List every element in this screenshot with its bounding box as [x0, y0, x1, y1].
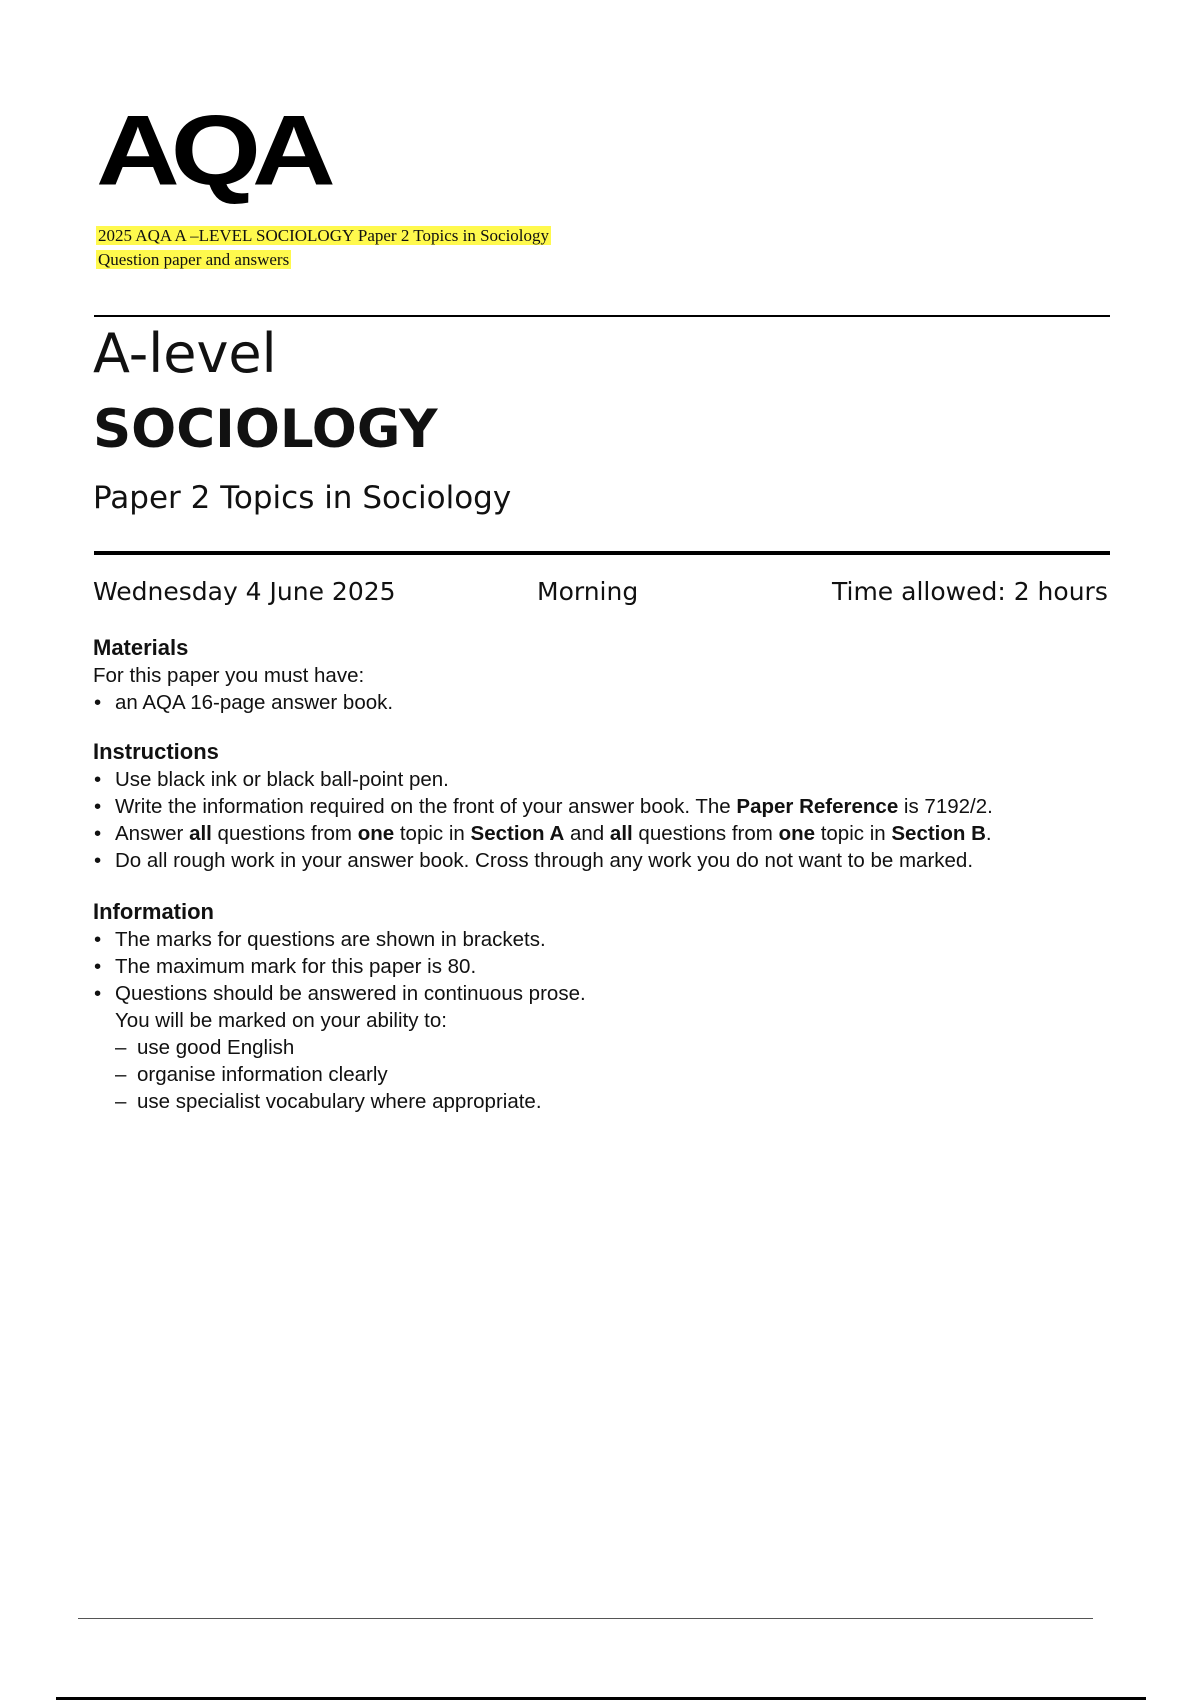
information-list: [93, 926, 586, 1115]
information-section: [93, 898, 586, 1115]
bold-text: all: [609, 822, 633, 845]
materials-section: [93, 634, 393, 716]
instructions-item: [93, 820, 993, 847]
information-subitem: – use good English: [93, 1034, 586, 1061]
bold-text: one: [778, 822, 816, 845]
text: questions from: [211, 822, 358, 845]
highlighted-note-line-1: 2025 AQA A –LEVEL SOCIOLOGY Paper 2 Topics in Sociology: [98, 226, 550, 245]
paper-title: Paper 2 Topics in Sociology: [93, 480, 512, 516]
materials-list: [93, 689, 393, 716]
information-subitem: – organise information clearly: [93, 1061, 586, 1088]
instructions-heading: Instructions: [93, 739, 219, 764]
instructions-list: [93, 766, 993, 874]
text: Write the information required on the front of your answer book. The: [115, 795, 737, 818]
exam-session: Morning: [537, 577, 639, 606]
information-item: • Questions should be answered in continuous prose.: [93, 980, 586, 1007]
highlighted-note-line-2: Question paper and answers: [98, 250, 290, 269]
time-allowed: Time allowed: 2 hours: [832, 577, 1108, 606]
text: is 7192/2.: [898, 795, 993, 818]
instructions-item: • Do all rough work in your answer book. Cross through any work you do not want to be marked.: [93, 847, 993, 874]
bold-text: Section B: [891, 822, 986, 845]
bold-text: Section A: [470, 822, 565, 845]
information-subitem: – use specialist vocabulary where appropriate.: [93, 1088, 586, 1115]
bold-text: all: [189, 822, 212, 845]
top-divider: [94, 315, 1110, 317]
information-item: • The maximum mark for this paper is 80.: [93, 953, 586, 980]
text: questions from: [632, 822, 779, 845]
text: topic in: [815, 822, 892, 845]
materials-heading: Materials: [93, 635, 189, 660]
aqa-logo: AQA: [96, 93, 327, 206]
materials-intro: For this paper you must have:: [93, 664, 365, 687]
instructions-item: • Use black ink or black ball-point pen.: [93, 766, 993, 793]
footer-divider: [78, 1618, 1093, 1619]
instructions-section: [93, 738, 993, 874]
text: .: [985, 822, 992, 845]
text: topic in: [394, 822, 471, 845]
highlighted-note: [96, 224, 551, 272]
information-item-continuation: You will be marked on your ability to:: [115, 1009, 447, 1032]
materials-item: • an AQA 16-page answer book.: [93, 689, 393, 716]
subject-title: SOCIOLOGY: [93, 399, 438, 460]
bold-text: one: [357, 822, 395, 845]
header-divider: [94, 551, 1110, 555]
text: and: [564, 822, 610, 845]
qualification-level: A-level: [93, 322, 277, 385]
information-heading: Information: [93, 899, 214, 924]
instructions-item: [93, 793, 993, 820]
text: Answer: [115, 822, 190, 845]
information-item: • The marks for questions are shown in brackets.: [93, 926, 586, 953]
exam-date: Wednesday 4 June 2025: [93, 577, 396, 606]
bold-text: Paper Reference: [736, 795, 899, 818]
